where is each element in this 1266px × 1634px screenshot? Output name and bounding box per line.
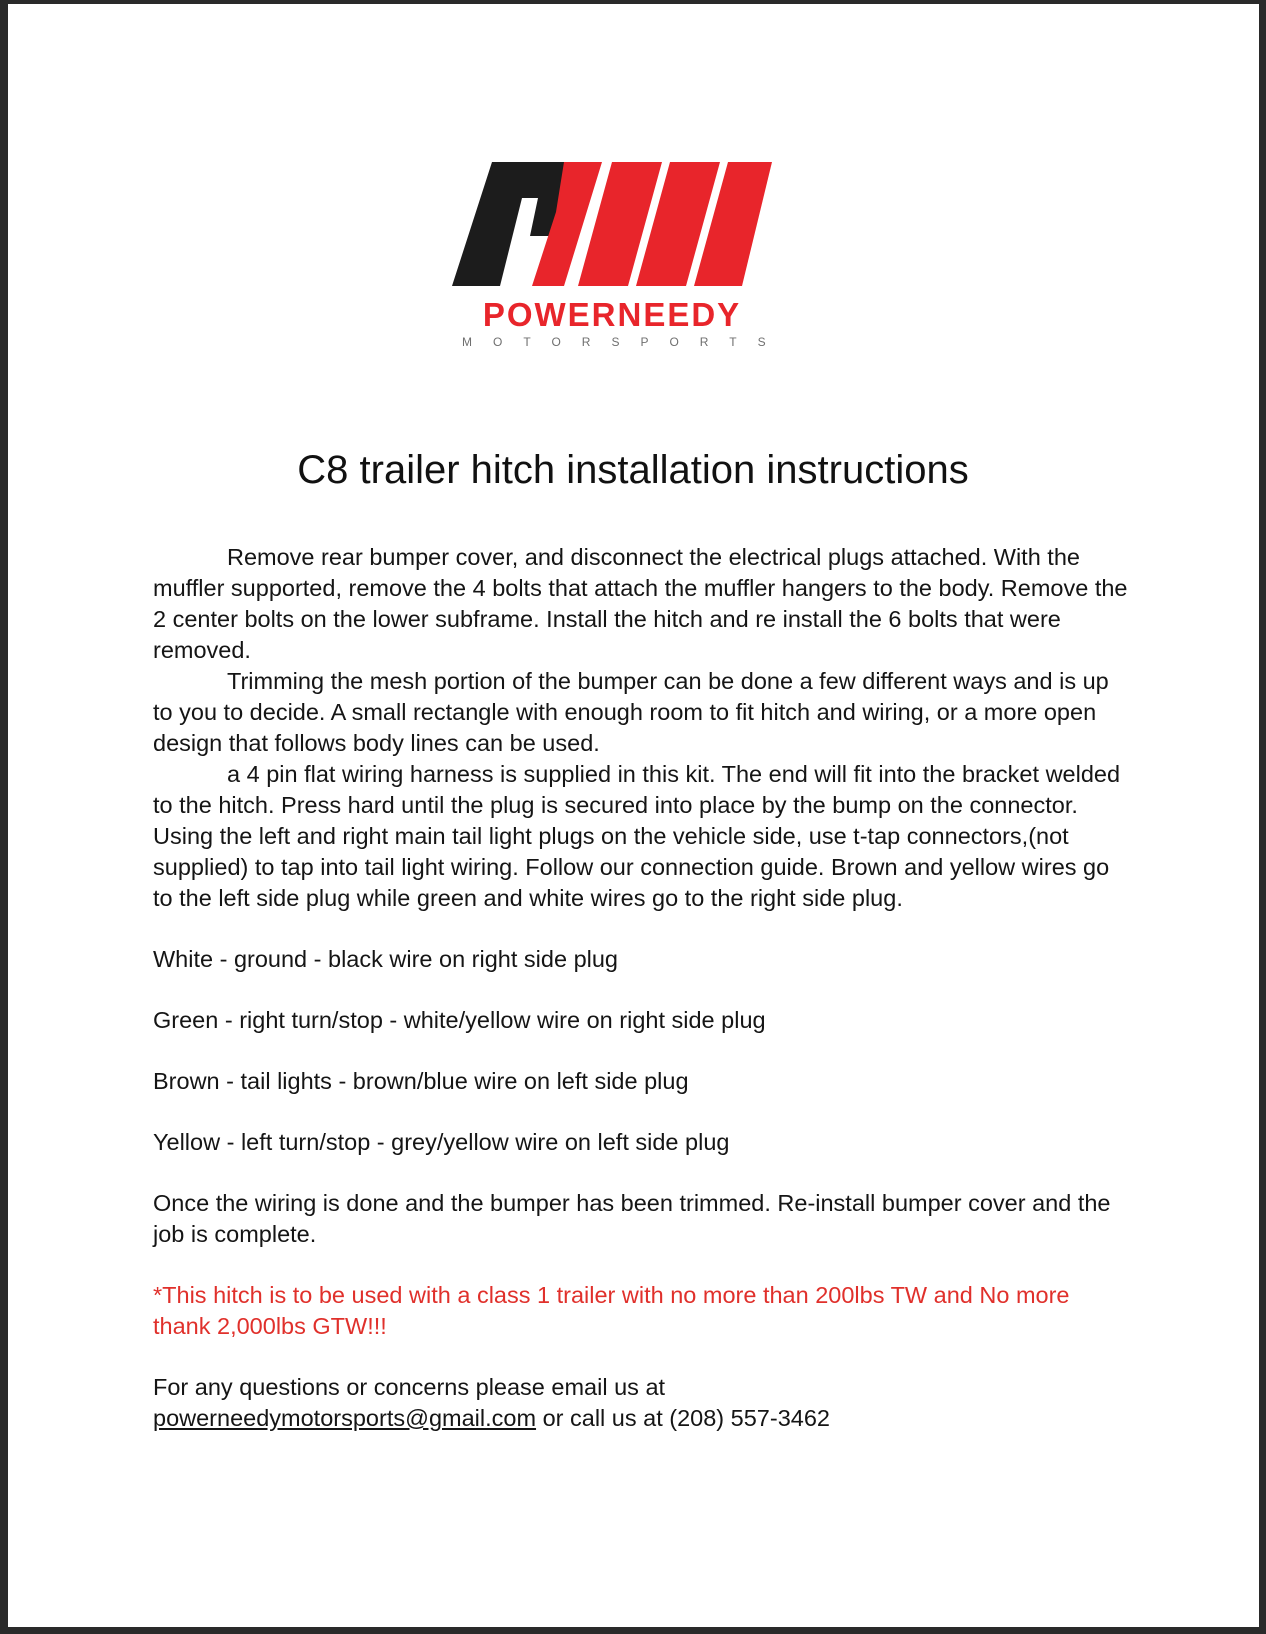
phone-text: or call us at (208) 557-3462 — [536, 1405, 830, 1431]
contact-intro: For any questions or concerns please email us at — [153, 1374, 666, 1400]
wiring-line-brown: Brown - tail lights - brown/blue wire on left side plug — [153, 1068, 689, 1094]
contact-info — [153, 1372, 1133, 1434]
brand-name: POWERNEEDY — [482, 296, 742, 333]
wiring-line-yellow: Yellow - left turn/stop - grey/yellow wire on left side plug — [153, 1129, 730, 1155]
wiring-line-green: Green - right turn/stop - white/yellow wire on right side plug — [153, 1007, 766, 1033]
paragraph-wiring-harness: a 4 pin flat wiring harness is supplied in this kit. The end will fit into the bracket welded to the hitch. Press hard until the plug is secured into place by the bump on the connector. Using the left and right main tail light plugs on the vehicle side, use t-tap connectors,(not supplied) to tap into tail light wiring. Follow our connection guide. Brown and yellow wires go to the left side plug while green and white wires go to the right side plug. — [153, 761, 1121, 911]
completion-note: Once the wiring is done and the bumper has been trimmed. Re-install bumper cover and the job is complete. — [153, 1190, 1111, 1247]
email-link[interactable]: powerneedymotorsports@gmail.com — [153, 1405, 537, 1431]
weight-warning: *This hitch is to be used with a class 1 trailer with no more than 200lbs TW and No more thank 2,000lbs GTW!!! — [153, 1282, 1070, 1339]
powerneedy-logo — [452, 162, 787, 362]
document-title: C8 trailer hitch installation instructions — [297, 448, 969, 492]
wiring-line-white: White - ground - black wire on right side plug — [153, 946, 618, 972]
paragraph-removal: Remove rear bumper cover, and disconnect the electrical plugs attached. With the muffler supported, remove the 4 bolts that attach the muffler hangers to the body. Remove the 2 center bolts on the lower subframe. Install the hitch and re install the 6 bolts that were removed. — [153, 544, 1128, 663]
instructions-body — [153, 542, 1133, 1434]
brand-subtitle: MOTORSPORTS — [462, 335, 787, 349]
pm-logo-mark-icon — [452, 162, 772, 292]
paragraph-trimming: Trimming the mesh portion of the bumper can be done a few different ways and is up to you to decide. A small rectangle with enough room to fit hitch and wiring, or a more open design that follows body lines can be used. — [153, 668, 1109, 756]
